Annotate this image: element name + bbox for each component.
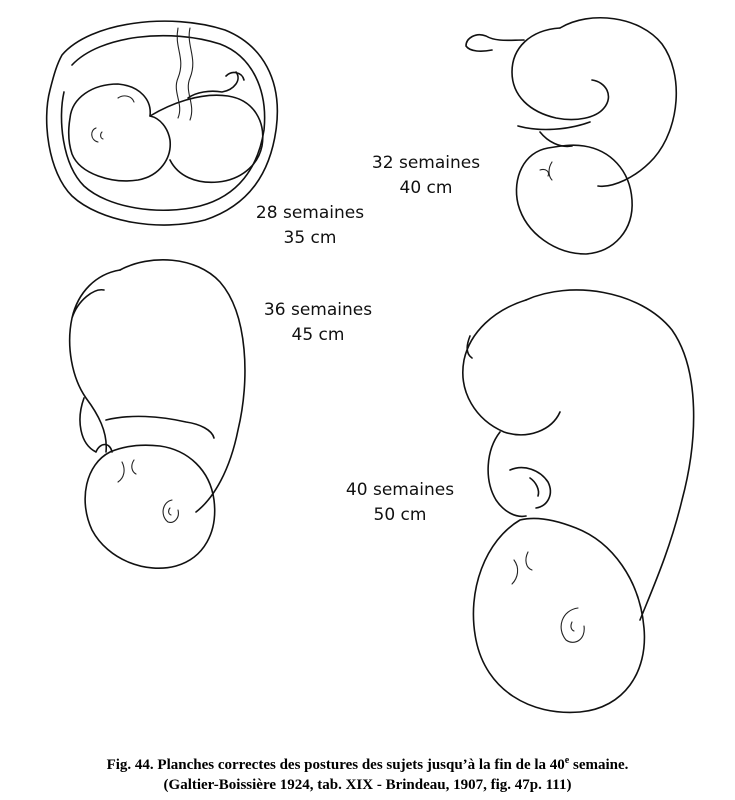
fetus-40-face: [512, 552, 532, 584]
fetus-36-arm: [106, 416, 214, 438]
fetus-28-arm: [188, 72, 244, 98]
fetus-36-face: [118, 460, 136, 482]
caption-line-1-end: semaine.: [569, 757, 629, 773]
label-28-weeks-length: 35 cm: [283, 228, 337, 248]
fetus-32-arm: [518, 122, 590, 146]
fetus-32-head: [516, 145, 632, 254]
umbilical-cord: [176, 28, 193, 120]
label-40-weeks: [330, 478, 470, 528]
label-32-weeks: [356, 151, 496, 201]
fetus-32-weeks-drawing: [466, 18, 676, 254]
label-36-weeks-age: 36 semaines: [263, 300, 373, 320]
fetus-40-body: [526, 290, 694, 620]
fetus-28-ear: [92, 128, 103, 142]
fetus-40-arm: [510, 468, 550, 508]
fetus-28-face: [118, 96, 134, 102]
fetus-36-body: [120, 260, 245, 512]
label-36-weeks-length: 45 cm: [291, 325, 345, 345]
fetus-32-leg: [466, 28, 608, 120]
fetus-36-ear: [163, 500, 178, 522]
fetus-32-body: [560, 18, 676, 186]
fetus-36-head: [85, 445, 215, 568]
fetus-28-head: [69, 84, 171, 181]
fetus-40-weeks-drawing: [463, 290, 694, 712]
caption-superscript: e: [564, 755, 570, 766]
label-28-weeks: [240, 201, 380, 251]
label-32-weeks-length: 40 cm: [399, 178, 453, 198]
label-28-weeks-age: 28 semaines: [255, 203, 365, 223]
label-36-weeks: [248, 298, 388, 348]
fetus-40-ear: [561, 608, 584, 642]
fetus-28-weeks-drawing: [47, 21, 278, 225]
label-40-weeks-length: 50 cm: [373, 505, 427, 525]
amniotic-sac-inner: [61, 36, 264, 211]
fetus-36-weeks-drawing: [70, 260, 245, 568]
figure-caption-line-2: (Galtier-Boissière 1924, tab. XIX - Brindeau, 1907, fig. 47p. 111): [163, 777, 572, 793]
fetus-28-body: [150, 95, 263, 182]
caption-line-1-text: Fig. 44. Planches correctes des postures des sujets jusqu’à la fin de la 40: [106, 757, 565, 773]
fetus-40-legs: [463, 300, 560, 516]
fetus-40-head: [473, 518, 644, 712]
label-32-weeks-age: 32 semaines: [371, 153, 481, 173]
fetus-32-face: [540, 162, 552, 180]
fetus-36-legs: [70, 270, 120, 452]
label-40-weeks-age: 40 semaines: [345, 480, 455, 500]
